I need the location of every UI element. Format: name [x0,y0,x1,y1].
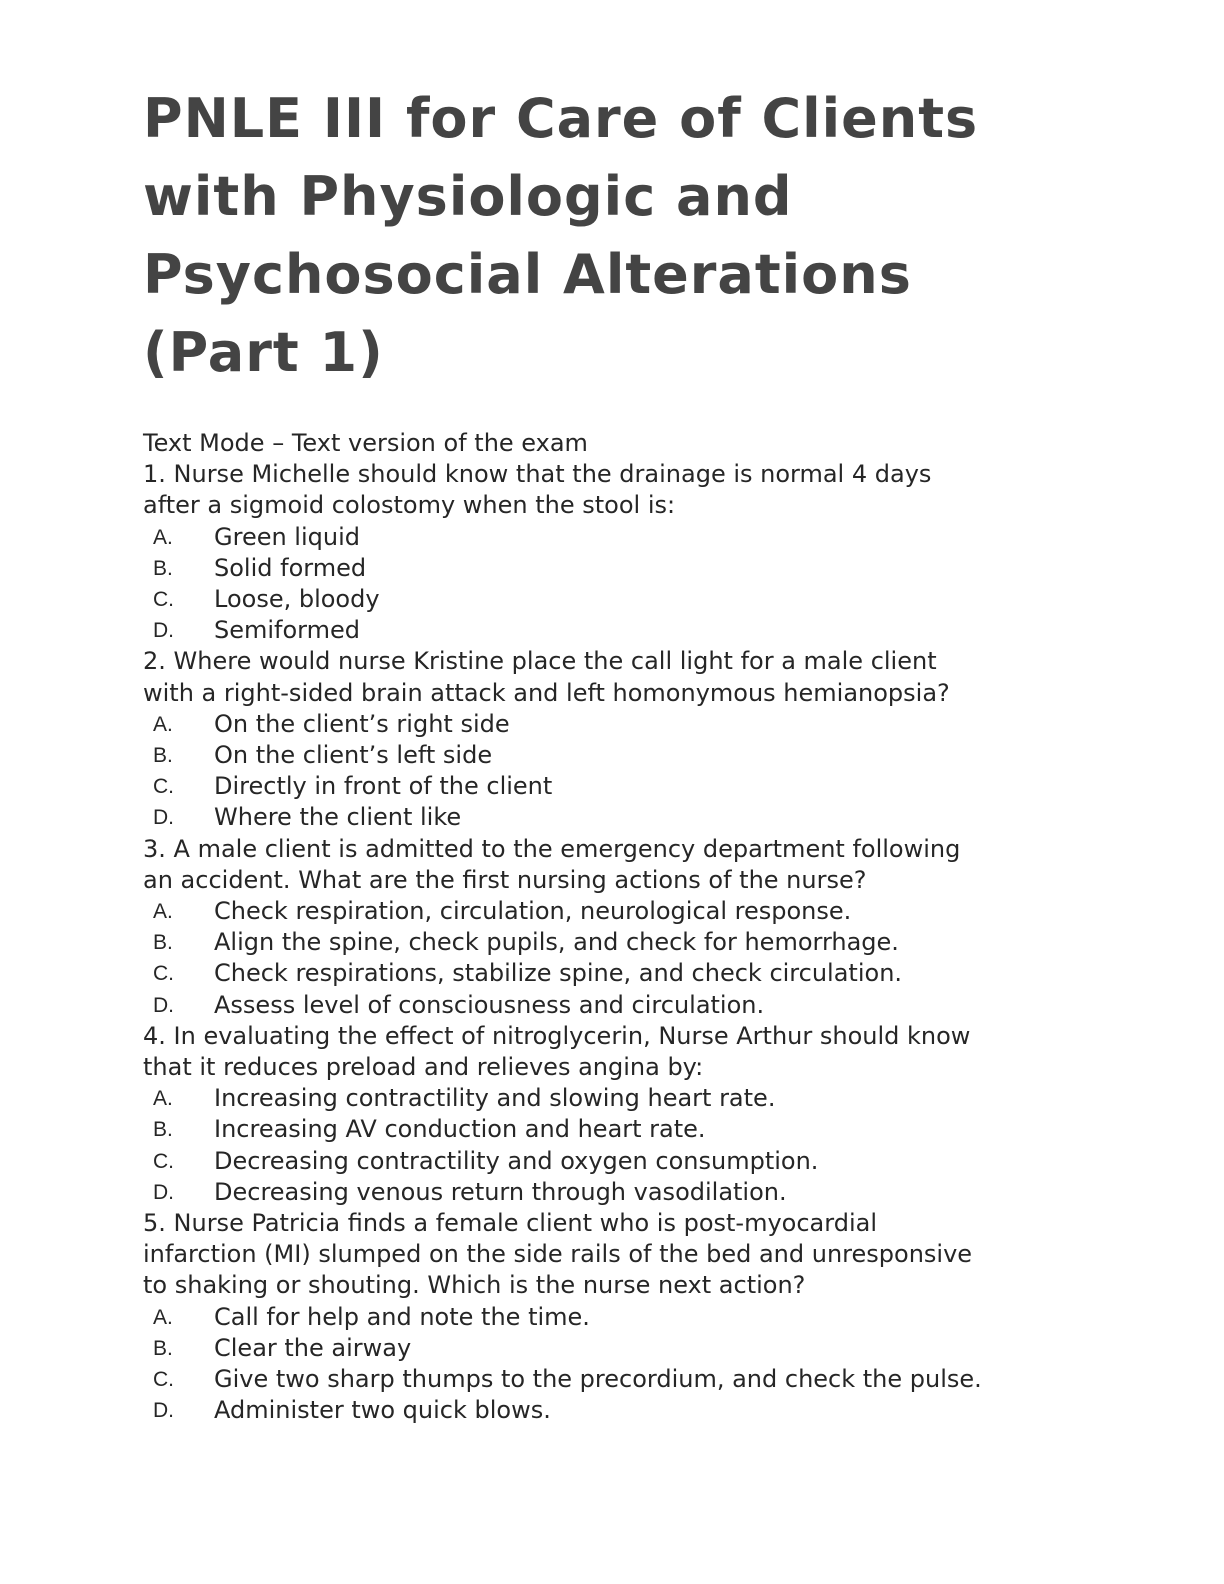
option-text: Decreasing venous return through vasodilation. [214,1177,787,1206]
option-text: Call for help and note the time. [214,1302,590,1331]
option-text: Align the spine, check pupils, and check for hemorrhage. [214,928,899,957]
option-letter: C. [153,588,174,612]
option-text: Give two sharp thumps to the precordium, and check the pulse. [214,1365,982,1394]
question-text [143,459,1083,521]
title-line: with Physiologic and [143,165,793,228]
option-a [143,709,1083,740]
title-line: (Part 1) [143,321,384,384]
option-d [143,1177,1083,1208]
option-letter: B. [153,1336,173,1360]
option-letter: B. [153,1118,173,1142]
option-c [143,584,1083,615]
option-d [143,615,1083,646]
option-d [143,802,1083,833]
option-c [143,1146,1083,1177]
option-letter: D. [153,1180,174,1204]
option-c [143,958,1083,989]
option-letter: B. [153,931,173,955]
option-letter: A. [153,1087,173,1111]
question-line: 3. A male client is admitted to the emergency department following [143,834,961,863]
question-line: that it reduces preload and relieves angina by: [143,1053,704,1082]
options-list [143,709,1083,834]
option-text: Check respiration, circulation, neurological response. [214,897,852,926]
option-text: Green liquid [214,522,360,551]
option-letter: D. [153,806,174,830]
option-letter: A. [153,1305,173,1329]
title-line: Psychosocial Alterations [143,243,912,306]
question-text [143,646,1083,708]
option-text: Decreasing contractility and oxygen consumption. [214,1146,819,1175]
question-text [143,1021,1083,1083]
option-c [143,1364,1083,1395]
option-a [143,522,1083,553]
question-4 [143,1021,1083,1208]
option-b [143,1333,1083,1364]
question-text [143,1208,1083,1302]
option-text: Increasing AV conduction and heart rate. [214,1115,706,1144]
option-text: Where the client like [214,803,462,832]
question-5 [143,1208,1083,1426]
options-list [143,896,1083,1021]
option-d [143,990,1083,1021]
option-a [143,1302,1083,1333]
option-a [143,896,1083,927]
question-line: to shaking or shouting. Which is the nurse next action? [143,1271,806,1300]
option-letter: C. [153,775,174,799]
option-b [143,927,1083,958]
option-text: Solid formed [214,553,367,582]
option-letter: A. [153,712,173,736]
option-text: Clear the airway [214,1333,412,1362]
question-line: an accident. What are the first nursing actions of the nurse? [143,865,867,894]
option-text: Loose, bloody [214,585,380,614]
question-line: 2. Where would nurse Kristine place the call light for a male client [143,647,937,676]
question-line: 5. Nurse Patricia finds a female client who is post-myocardial [143,1209,877,1238]
option-text: Check respirations, stabilize spine, and check circulation. [214,959,903,988]
exam-body [143,428,1083,1427]
option-letter: C. [153,962,174,986]
option-letter: D. [153,1399,174,1423]
option-b [143,740,1083,771]
option-letter: D. [153,619,174,643]
document-page [143,80,1083,1427]
option-letter: C. [153,1368,174,1392]
option-a [143,1083,1083,1114]
question-2 [143,646,1083,833]
options-list [143,1083,1083,1208]
option-letter: B. [153,556,173,580]
options-list [143,1302,1083,1427]
option-c [143,771,1083,802]
option-letter: D. [153,993,174,1017]
question-line: after a sigmoid colostomy when the stool is: [143,491,676,520]
question-line: 1. Nurse Michelle should know that the drainage is normal 4 days [143,460,932,489]
option-letter: A. [153,900,173,924]
question-3 [143,834,1083,1021]
option-letter: B. [153,744,173,768]
question-line: with a right-sided brain attack and left homonymous hemianopsia? [143,678,950,707]
options-list [143,522,1083,647]
option-text: Assess level of consciousness and circulation. [214,990,765,1019]
option-letter: A. [153,525,173,549]
option-text: Semiformed [214,616,361,645]
option-text: Increasing contractility and slowing heart rate. [214,1084,776,1113]
question-line: 4. In evaluating the effect of nitroglycerin, Nurse Arthur should know [143,1021,971,1050]
question-1 [143,459,1083,646]
question-text [143,834,1083,896]
option-b [143,1114,1083,1145]
option-text: On the client’s right side [214,709,510,738]
title-line: PNLE III for Care of Clients [143,87,979,150]
option-text: Administer two quick blows. [214,1396,551,1425]
document-title [143,80,1083,392]
option-text: Directly in front of the client [214,772,553,801]
option-d [143,1395,1083,1426]
subtitle: Text Mode – Text version of the exam [143,429,588,457]
question-line: infarction (MI) slumped on the side rails of the bed and unresponsive [143,1240,973,1269]
option-b [143,553,1083,584]
option-text: On the client’s left side [214,741,493,770]
option-letter: C. [153,1149,174,1173]
